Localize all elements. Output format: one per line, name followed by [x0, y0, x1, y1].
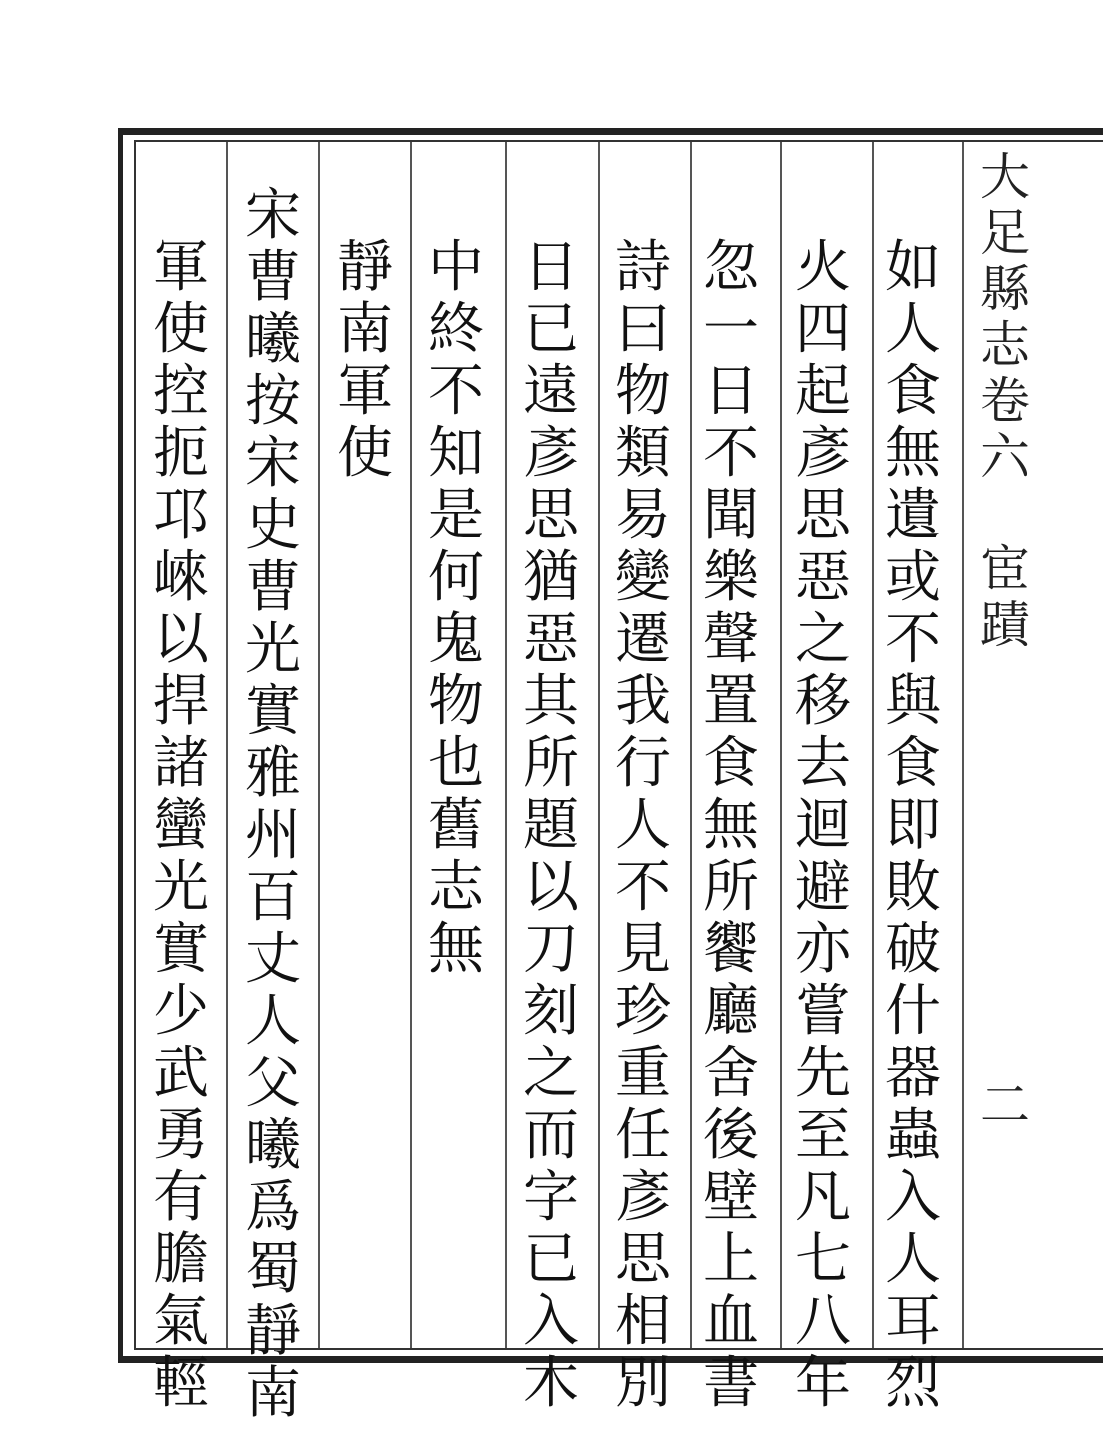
character: 食 — [885, 359, 941, 424]
margin-character: 卷 — [980, 372, 1030, 430]
character: 曰 — [615, 297, 671, 362]
character: 我 — [615, 669, 671, 734]
character: 四 — [795, 297, 851, 362]
character: 宋 — [245, 431, 301, 496]
character: 以 — [523, 855, 579, 920]
margin-character: 志 — [980, 316, 1030, 374]
character: 捍 — [153, 669, 209, 734]
character: 日 — [523, 235, 579, 300]
text-column-1 — [882, 235, 944, 1418]
character: 之 — [523, 1041, 579, 1106]
text-column-5 — [520, 235, 582, 1418]
character: 其 — [523, 669, 579, 734]
character: 遠 — [523, 359, 579, 424]
character: 舊 — [428, 793, 484, 858]
character: 彥 — [523, 421, 579, 486]
character: 八 — [795, 1289, 851, 1354]
character: 雅 — [245, 741, 301, 806]
character: 無 — [885, 421, 941, 486]
page-number: 二 — [980, 1076, 1030, 1134]
character: 宋 — [245, 183, 301, 248]
character: 惡 — [523, 607, 579, 672]
character: 嘗 — [795, 979, 851, 1044]
character: 日 — [703, 359, 759, 424]
character: 耳 — [885, 1289, 941, 1354]
character: 器 — [885, 1041, 941, 1106]
character: 迴 — [795, 793, 851, 858]
character: 以 — [153, 607, 209, 672]
character: 少 — [153, 979, 209, 1044]
column-rule — [690, 142, 692, 1348]
character: 中 — [428, 235, 484, 300]
character: 諸 — [153, 731, 209, 796]
character: 膽 — [153, 1227, 209, 1292]
character: 使 — [153, 297, 209, 362]
text-column-8 — [242, 183, 304, 1428]
margin-character: 六 — [980, 428, 1030, 486]
character: 控 — [153, 359, 209, 424]
character: 廳 — [703, 979, 759, 1044]
character: 饗 — [703, 917, 759, 982]
character: 珍 — [615, 979, 671, 1044]
character: 思 — [795, 483, 851, 548]
margin-title — [975, 150, 1035, 654]
character: 不 — [615, 855, 671, 920]
character: 亦 — [795, 917, 851, 982]
character: 或 — [885, 545, 941, 610]
character: 變 — [615, 545, 671, 610]
character: 南 — [337, 297, 393, 362]
character: 不 — [885, 607, 941, 672]
character: 之 — [795, 607, 851, 672]
character: 聲 — [703, 607, 759, 672]
text-column-6 — [425, 235, 487, 984]
character: 食 — [703, 731, 759, 796]
character: 惡 — [795, 545, 851, 610]
character: 一 — [703, 297, 759, 362]
column-rule — [872, 142, 874, 1348]
character: 使 — [337, 421, 393, 486]
character: 木 — [523, 1351, 579, 1416]
character: 凡 — [795, 1165, 851, 1230]
character: 行 — [615, 731, 671, 796]
character: 實 — [153, 917, 209, 982]
character: 猶 — [523, 545, 579, 610]
character: 勇 — [153, 1103, 209, 1168]
character: 破 — [885, 917, 941, 982]
character: 聞 — [703, 483, 759, 548]
character: 彥 — [615, 1165, 671, 1230]
character: 年 — [795, 1351, 851, 1416]
character: 敗 — [885, 855, 941, 920]
character: 思 — [615, 1227, 671, 1292]
character: 遷 — [615, 607, 671, 672]
character: 壁 — [703, 1165, 759, 1230]
margin-character: 蹟 — [980, 596, 1030, 654]
character: 何 — [428, 545, 484, 610]
character: 軍 — [153, 235, 209, 300]
character: 避 — [795, 855, 851, 920]
character: 光 — [153, 855, 209, 920]
character: 與 — [885, 669, 941, 734]
character: 食 — [885, 731, 941, 796]
character: 南 — [245, 1361, 301, 1426]
character: 見 — [615, 917, 671, 982]
character: 思 — [523, 483, 579, 548]
character: 人 — [245, 989, 301, 1054]
character: 字 — [523, 1165, 579, 1230]
column-rule — [505, 142, 507, 1348]
character: 丈 — [245, 927, 301, 992]
character: 忽 — [703, 235, 759, 300]
character: 血 — [703, 1289, 759, 1354]
character: 入 — [523, 1289, 579, 1354]
character: 易 — [615, 483, 671, 548]
character: 舍 — [703, 1041, 759, 1106]
character: 靜 — [337, 235, 393, 300]
character: 移 — [795, 669, 851, 734]
character: 扼 — [153, 421, 209, 486]
margin-character: 宦 — [980, 540, 1030, 598]
margin-character — [975, 486, 1035, 542]
character: 軍 — [337, 359, 393, 424]
column-rule — [410, 142, 412, 1348]
character: 人 — [885, 297, 941, 362]
character: 烈 — [885, 1351, 941, 1416]
character: 蟲 — [885, 1103, 941, 1168]
character: 如 — [885, 235, 941, 300]
character: 志 — [428, 855, 484, 920]
text-column-3 — [700, 235, 762, 1418]
character: 樂 — [703, 545, 759, 610]
character: 重 — [615, 1041, 671, 1106]
character: 物 — [615, 359, 671, 424]
character: 即 — [885, 793, 941, 858]
character: 相 — [615, 1289, 671, 1354]
character: 曦 — [245, 307, 301, 372]
text-column-7 — [334, 235, 396, 488]
character: 先 — [795, 1041, 851, 1106]
text-column-4 — [612, 235, 674, 1418]
character: 去 — [795, 731, 851, 796]
character: 類 — [615, 421, 671, 486]
character: 入 — [885, 1165, 941, 1230]
character: 詩 — [615, 235, 671, 300]
character: 後 — [703, 1103, 759, 1168]
character: 輕 — [153, 1351, 209, 1416]
character: 父 — [245, 1051, 301, 1116]
character: 置 — [703, 669, 759, 734]
character: 爲 — [245, 1175, 301, 1240]
character: 上 — [703, 1227, 759, 1292]
character: 蜀 — [245, 1237, 301, 1302]
column-rule — [318, 142, 320, 1348]
character: 題 — [523, 793, 579, 858]
character: 武 — [153, 1041, 209, 1106]
character: 鬼 — [428, 607, 484, 672]
character: 無 — [703, 793, 759, 858]
character: 有 — [153, 1165, 209, 1230]
character: 史 — [245, 493, 301, 558]
character: 曹 — [245, 245, 301, 310]
column-rule — [962, 142, 964, 1348]
column-rule — [780, 142, 782, 1348]
character: 終 — [428, 297, 484, 362]
character: 別 — [615, 1351, 671, 1416]
text-column-9 — [150, 235, 212, 1418]
character: 是 — [428, 483, 484, 548]
character: 州 — [245, 803, 301, 868]
character: 已 — [523, 297, 579, 362]
character: 物 — [428, 669, 484, 734]
character: 遺 — [885, 483, 941, 548]
character: 什 — [885, 979, 941, 1044]
character: 也 — [428, 731, 484, 796]
character: 知 — [428, 421, 484, 486]
column-rule — [226, 142, 228, 1348]
character: 任 — [615, 1103, 671, 1168]
column-rule — [598, 142, 600, 1348]
margin-character: 大 — [980, 148, 1030, 206]
character: 實 — [245, 679, 301, 744]
character: 不 — [428, 359, 484, 424]
margin-character: 縣 — [980, 260, 1030, 318]
character: 無 — [428, 917, 484, 982]
character: 至 — [795, 1103, 851, 1168]
character: 所 — [523, 731, 579, 796]
character: 邛 — [153, 483, 209, 548]
character: 所 — [703, 855, 759, 920]
character: 曹 — [245, 555, 301, 620]
character: 光 — [245, 617, 301, 682]
character: 已 — [523, 1227, 579, 1292]
character: 百 — [245, 865, 301, 930]
character: 人 — [615, 793, 671, 858]
character: 火 — [795, 235, 851, 300]
character: 刻 — [523, 979, 579, 1044]
character: 曦 — [245, 1113, 301, 1178]
character: 蠻 — [153, 793, 209, 858]
text-column-2 — [792, 235, 854, 1418]
character: 書 — [703, 1351, 759, 1416]
character: 崍 — [153, 545, 209, 610]
character: 氣 — [153, 1289, 209, 1354]
character: 人 — [885, 1227, 941, 1292]
character: 不 — [703, 421, 759, 486]
character: 起 — [795, 359, 851, 424]
character: 而 — [523, 1103, 579, 1168]
character: 按 — [245, 369, 301, 434]
character: 彥 — [795, 421, 851, 486]
margin-character: 足 — [980, 204, 1030, 262]
character: 靜 — [245, 1299, 301, 1364]
character: 刀 — [523, 917, 579, 982]
character: 七 — [795, 1227, 851, 1292]
